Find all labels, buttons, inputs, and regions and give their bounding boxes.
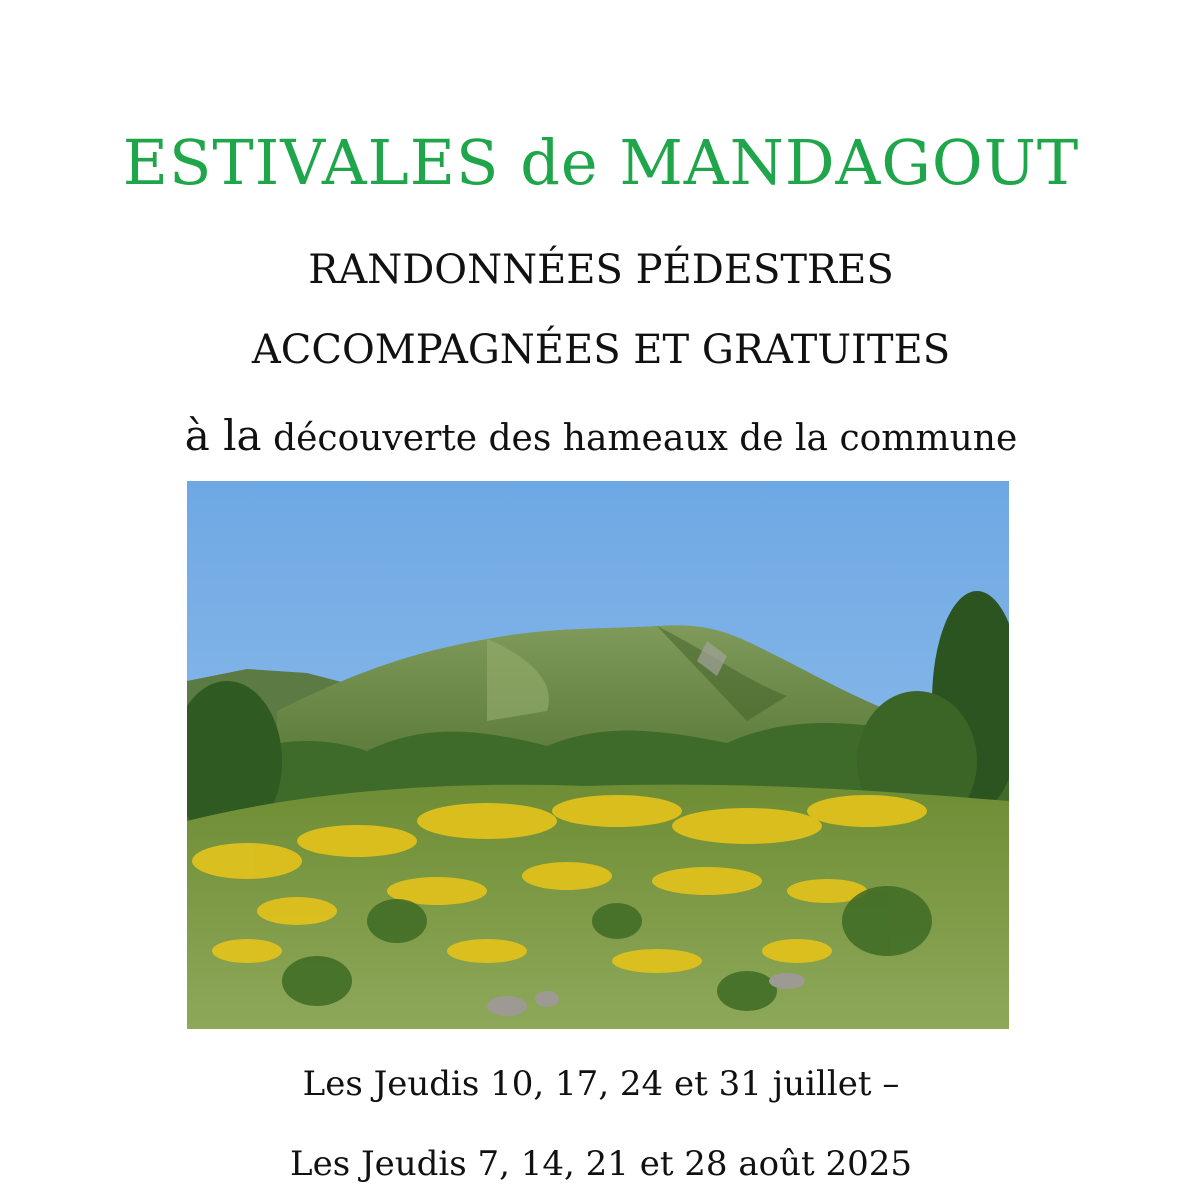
subtitle-line-1: RANDONNÉES PÉDESTRES [308, 247, 894, 293]
poster-title: ESTIVALES de MANDAGOUT [122, 126, 1080, 199]
subtitle-line-2: ACCOMPAGNÉES ET GRATUITES [251, 327, 951, 373]
subtitle-line-3-lead: à la [184, 411, 262, 460]
subtitle-line-3-rest: découverte des hameaux de la commune [273, 418, 1018, 459]
landscape-photo [187, 481, 1009, 1029]
dates-august: Les Jeudis 7, 14, 21 et 28 août 2025 [290, 1144, 912, 1184]
subtitle-line-3 [0, 411, 1202, 461]
dates-july: Les Jeudis 10, 17, 24 et 31 juillet – [302, 1064, 900, 1104]
